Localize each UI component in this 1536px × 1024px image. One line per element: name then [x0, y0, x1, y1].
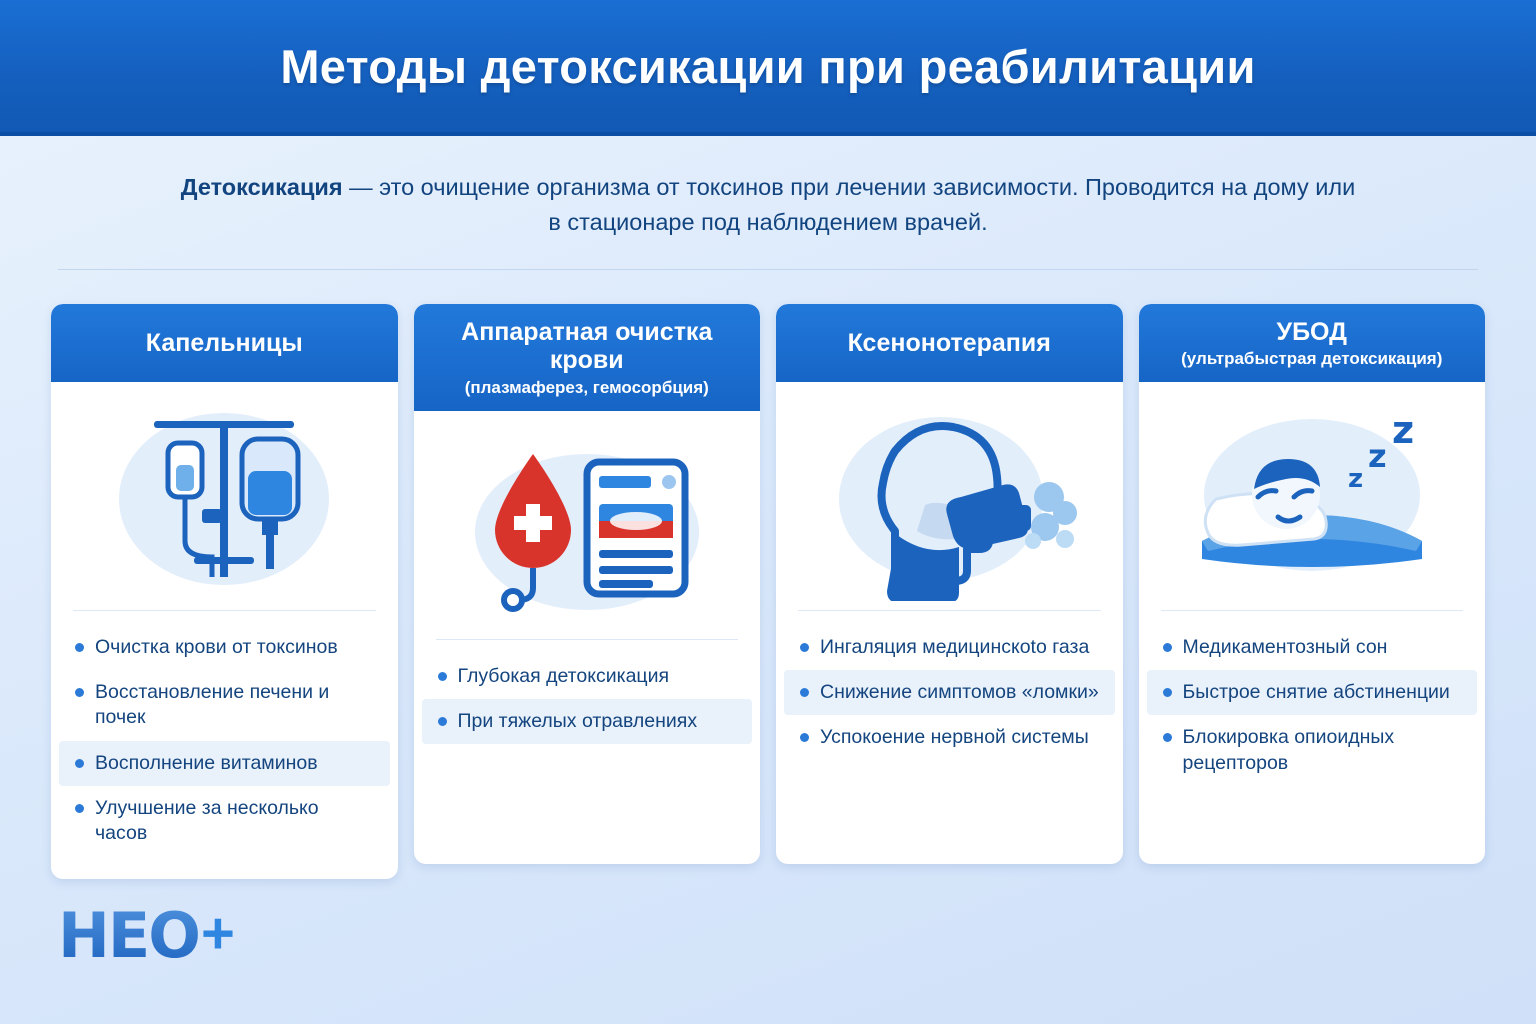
bullet-dot — [1163, 733, 1172, 742]
card-illustration — [776, 382, 1123, 610]
list-item — [59, 670, 390, 741]
list-item — [1147, 625, 1478, 670]
list-item — [784, 670, 1115, 715]
card-illustration — [51, 382, 398, 610]
logo-plus-icon: + — [200, 901, 235, 966]
list-item-label: Ингаляция медицинскоto газа — [820, 635, 1090, 658]
list-item — [784, 625, 1115, 670]
intro-text — [178, 170, 1358, 241]
card-header — [776, 304, 1123, 382]
card-bullet-list — [1139, 611, 1486, 808]
bullet-dot — [800, 733, 809, 742]
intro-lead: Детоксикация — [180, 174, 343, 200]
list-item-label: При тяжелых отравлениях — [457, 709, 698, 732]
card-header — [1139, 304, 1486, 382]
card-title: Ксенонотерапия — [847, 328, 1051, 357]
card-title: УБОД — [1276, 317, 1347, 346]
bullet-dot — [1163, 688, 1172, 697]
card-bullet-list — [414, 640, 761, 767]
logo-text: HEO — [58, 899, 199, 972]
list-item-label: Снижение симптомов «ломки» — [820, 680, 1099, 703]
card-illustration — [1139, 382, 1486, 610]
card-apparatnaya-ochistka[interactable] — [414, 304, 761, 864]
list-item — [784, 715, 1115, 760]
iv-drip-icon — [94, 391, 354, 601]
card-title: Капельницы — [145, 328, 303, 357]
list-item — [59, 741, 390, 786]
svg-text:z: z — [1347, 463, 1363, 494]
card-kapelnitsy[interactable] — [51, 304, 398, 879]
sleeping-patient-icon — [1162, 391, 1462, 601]
inhalation-mask-icon — [809, 391, 1089, 601]
list-item-label: Улучшение за несколько часов — [95, 796, 319, 845]
svg-text:z: z — [1367, 436, 1387, 475]
bullet-dot — [75, 688, 84, 697]
list-item — [59, 625, 390, 670]
card-illustration — [414, 411, 761, 639]
bullet-dot — [438, 717, 447, 726]
bullet-dot — [800, 688, 809, 697]
page-title: Методы детоксикации при реабилитации — [280, 39, 1256, 93]
card-title: Аппаратная очистка крови — [461, 317, 713, 375]
card-header — [51, 304, 398, 382]
list-item — [422, 699, 753, 744]
card-bullet-list — [51, 611, 398, 879]
list-item-label: Очистка крови от токсинов — [95, 635, 338, 658]
bullet-dot — [800, 643, 809, 652]
card-header — [414, 304, 761, 411]
svg-text:z: z — [1391, 407, 1414, 452]
page-header — [0, 0, 1536, 136]
card-ksenonoterapiya[interactable] — [776, 304, 1123, 864]
list-item-label: Успокоение нервной системы — [820, 726, 1089, 749]
card-subtitle: (плазмаферез, гемосорбция) — [464, 378, 709, 397]
list-item — [1147, 715, 1478, 786]
card-bullet-list — [776, 611, 1123, 783]
bullet-dot — [75, 759, 84, 768]
list-item-label: Восстановление печени и почек — [95, 680, 330, 729]
list-item — [1147, 670, 1478, 715]
blood-drop-machine-icon — [447, 420, 727, 630]
brand-logo — [58, 899, 235, 972]
intro-rest: — это очищение организма от токсинов при лечении зависимости. Проводится на дому или в стационаре под наблюдением врачей. — [342, 174, 1356, 236]
method-cards — [51, 304, 1485, 879]
bullet-dot — [1163, 643, 1172, 652]
card-ubod[interactable] — [1139, 304, 1486, 864]
list-item-label: Восполнение витаминов — [95, 751, 318, 774]
bullet-dot — [75, 804, 84, 813]
list-item-label: Глубокая детоксикация — [457, 664, 670, 687]
card-subtitle: (ультрабыстрая детоксикация) — [1181, 349, 1443, 369]
list-item-label: Быстрое снятие абстиненции — [1182, 681, 1450, 704]
list-item-label: Блокировка опиоидных рецепторов — [1182, 726, 1395, 774]
bullet-dot — [438, 672, 447, 681]
intro-divider — [58, 269, 1478, 270]
bullet-dot — [75, 643, 84, 652]
list-item — [422, 654, 753, 699]
list-item-label: Медикаментозный сон — [1182, 635, 1388, 658]
list-item — [59, 786, 390, 857]
